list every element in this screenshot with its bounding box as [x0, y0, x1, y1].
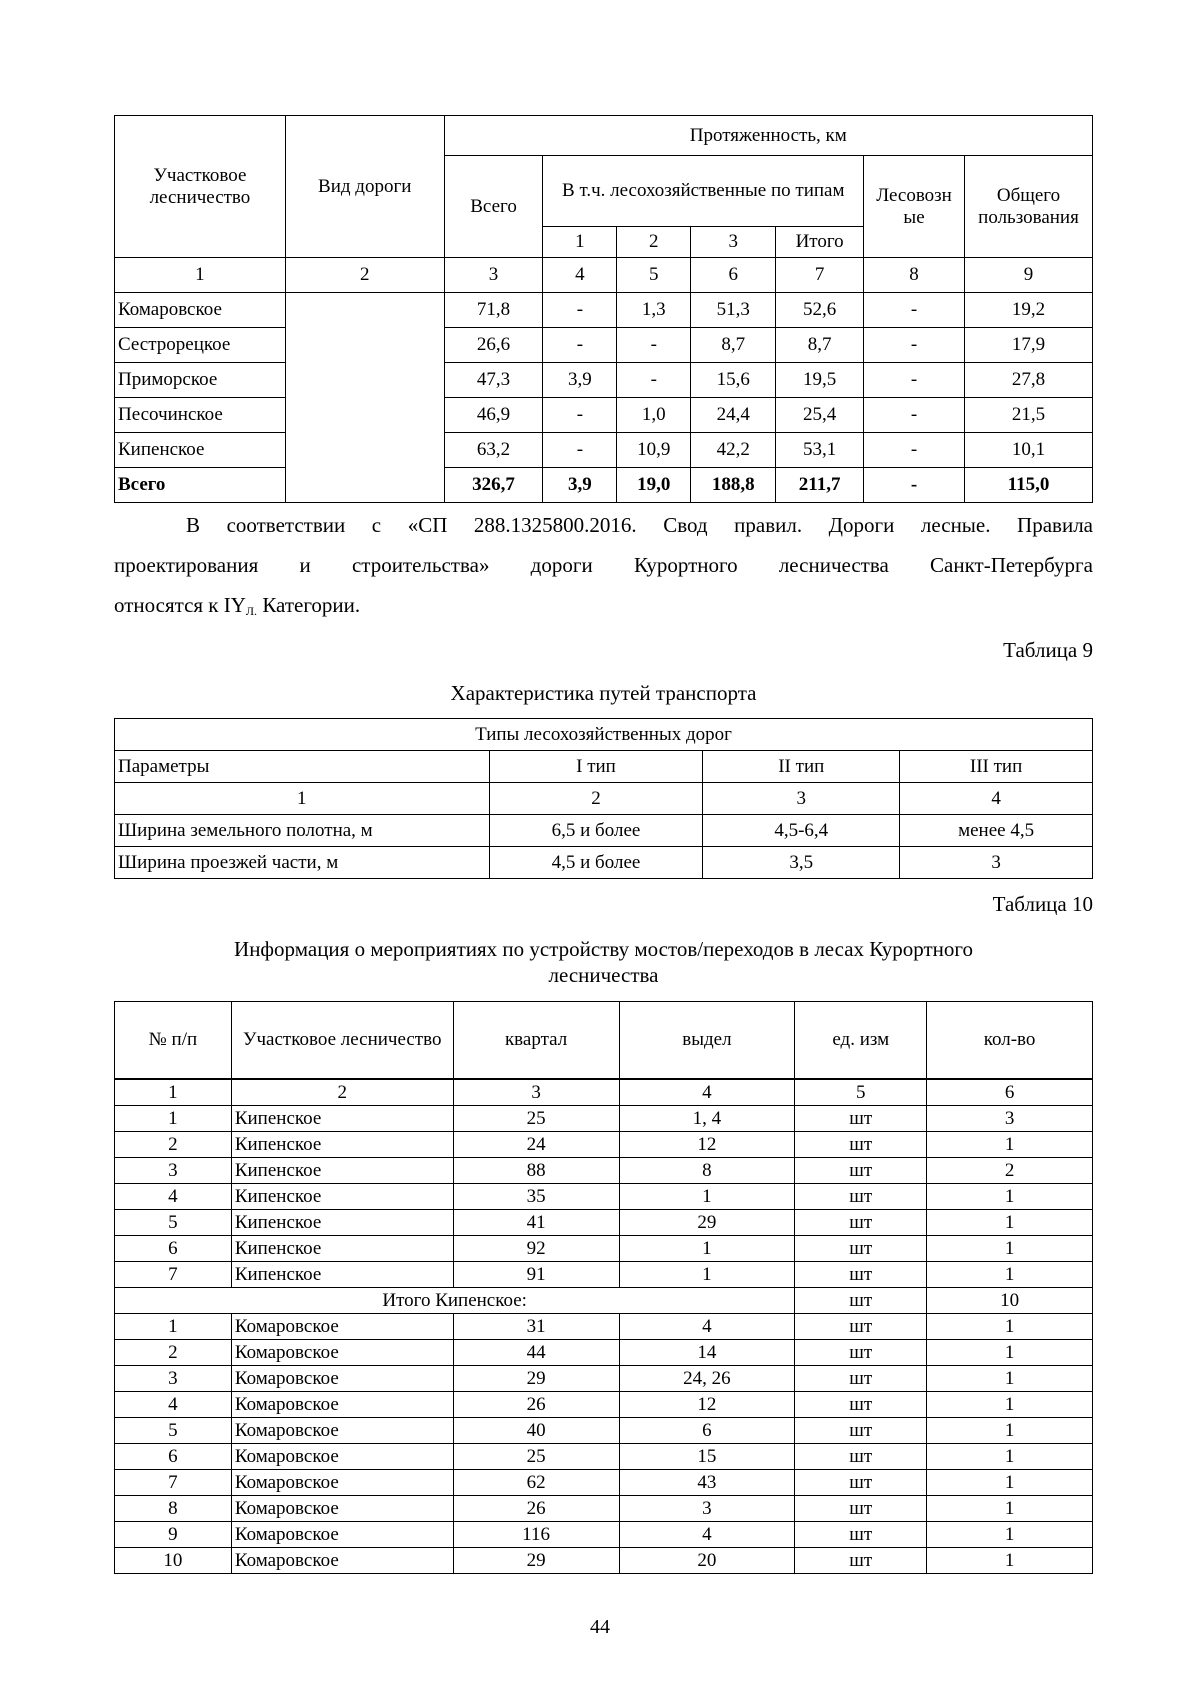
- value-total: 46,9: [444, 398, 543, 433]
- header-type1: I тип: [489, 751, 703, 783]
- colnum: 7: [776, 258, 864, 293]
- allotment: 1: [619, 1262, 795, 1288]
- count: 2: [927, 1158, 1093, 1184]
- row-num: 4: [115, 1392, 232, 1418]
- forestry-name: Комаровское: [231, 1522, 453, 1548]
- row-num: 8: [115, 1496, 232, 1522]
- quarter: 24: [453, 1132, 619, 1158]
- table-row: [115, 815, 1093, 847]
- header-count: кол-во: [927, 1002, 1093, 1080]
- allotment: 1: [619, 1184, 795, 1210]
- header-type2: II тип: [703, 751, 900, 783]
- allotment: 43: [619, 1470, 795, 1496]
- count: 1: [927, 1236, 1093, 1262]
- unit: шт: [795, 1548, 927, 1574]
- quarter: 25: [453, 1444, 619, 1470]
- value-t2: -: [617, 328, 691, 363]
- allotment: 1, 4: [619, 1106, 795, 1132]
- unit: шт: [795, 1314, 927, 1340]
- total-t3: 188,8: [691, 468, 776, 503]
- unit: шт: [795, 1392, 927, 1418]
- value-t3: 42,2: [691, 433, 776, 468]
- unit: шт: [795, 1132, 927, 1158]
- count: 3: [927, 1106, 1093, 1132]
- value-t1: 3,9: [543, 363, 617, 398]
- column-numbers-row: [115, 1079, 1093, 1106]
- unit: шт: [795, 1496, 927, 1522]
- colnum: 4: [619, 1079, 795, 1106]
- table-row: [115, 1184, 1093, 1210]
- table-row: [115, 1548, 1093, 1574]
- allotment: 24, 26: [619, 1366, 795, 1392]
- forestry-name: Комаровское: [231, 1314, 453, 1340]
- page-number: 44: [590, 1616, 610, 1638]
- header-quarter: квартал: [453, 1002, 619, 1080]
- unit: шт: [795, 1262, 927, 1288]
- header-subtotal: Итого: [776, 227, 864, 258]
- unit: шт: [795, 1366, 927, 1392]
- header-public: Общего пользования: [965, 156, 1093, 258]
- paragraph-line: В соответствии с «СП 288.1325800.2016. Свод правил. Дороги лесные. Правила: [186, 513, 1093, 537]
- forestry-name: Комаровское: [231, 1470, 453, 1496]
- table-row: [115, 1392, 1093, 1418]
- value-public: 27,8: [965, 363, 1093, 398]
- table-row: [115, 1106, 1093, 1132]
- row-num: 3: [115, 1366, 232, 1392]
- row-num: 7: [115, 1470, 232, 1496]
- value-sum: 25,4: [776, 398, 864, 433]
- table-row: [115, 1210, 1093, 1236]
- allotment: 15: [619, 1444, 795, 1470]
- colnum: 5: [617, 258, 691, 293]
- allotment: 3: [619, 1496, 795, 1522]
- quarter: 35: [453, 1184, 619, 1210]
- quarter: 88: [453, 1158, 619, 1184]
- colnum: 6: [691, 258, 776, 293]
- forestry-name: Комаровское: [115, 293, 286, 328]
- row-num: 7: [115, 1262, 232, 1288]
- header-parameters: Параметры: [115, 751, 490, 783]
- value-sum: 8,7: [776, 328, 864, 363]
- table-row: [115, 847, 1093, 879]
- colnum: 5: [795, 1079, 927, 1106]
- colnum: 3: [453, 1079, 619, 1106]
- allotment: 12: [619, 1392, 795, 1418]
- forestry-name: Песочинское: [115, 398, 286, 433]
- table-row: [115, 1444, 1093, 1470]
- table-row: [115, 1236, 1093, 1262]
- table-row: [115, 398, 1093, 433]
- colnum: 1: [115, 258, 286, 293]
- total-t2: 19,0: [617, 468, 691, 503]
- param-value: менее 4,5: [900, 815, 1093, 847]
- unit: шт: [795, 1106, 927, 1132]
- table9-number: Таблица 9: [1003, 638, 1093, 662]
- bridges-table: [114, 1001, 1093, 1574]
- count: 1: [927, 1548, 1093, 1574]
- param-name: Ширина земельного полотна, м: [115, 815, 490, 847]
- caption-line: лесничества: [548, 963, 659, 987]
- count: 1: [927, 1262, 1093, 1288]
- colnum: 2: [489, 783, 703, 815]
- table-row: [115, 1366, 1093, 1392]
- unit: шт: [795, 1236, 927, 1262]
- header-road-type: Вид дороги: [285, 116, 444, 258]
- total-public: 115,0: [965, 468, 1093, 503]
- value-total: 63,2: [444, 433, 543, 468]
- kipen-total-row: [115, 1288, 1093, 1314]
- forestry-name: Сестрорецкое: [115, 328, 286, 363]
- header-timber: Лесовозн ые: [864, 156, 965, 258]
- value-total: 71,8: [444, 293, 543, 328]
- paragraph-text: относятся к IY: [114, 593, 246, 617]
- value-t2: -: [617, 363, 691, 398]
- forestry-name: Кипенское: [231, 1106, 453, 1132]
- count: 1: [927, 1418, 1093, 1444]
- road-length-table: [114, 115, 1093, 503]
- allotment: 20: [619, 1548, 795, 1574]
- table-row: [115, 1418, 1093, 1444]
- paragraph-line: проектирования и строительства» дороги Курортного лесничества Санкт-Петербурга: [114, 553, 1093, 577]
- table-row: [115, 1340, 1093, 1366]
- unit: шт: [795, 1522, 927, 1548]
- allotment: 14: [619, 1340, 795, 1366]
- count: 1: [927, 1366, 1093, 1392]
- caption-line: Информация о мероприятиях по устройству мостов/переходов в лесах Курортного: [234, 937, 973, 961]
- param-value: 6,5 и более: [489, 815, 703, 847]
- total-total: 326,7: [444, 468, 543, 503]
- paragraph-text: Категории.: [257, 593, 361, 617]
- forestry-name: Кипенское: [231, 1236, 453, 1262]
- unit: шт: [795, 1210, 927, 1236]
- quarter: 41: [453, 1210, 619, 1236]
- quarter: 62: [453, 1470, 619, 1496]
- quarter: 40: [453, 1418, 619, 1444]
- unit: шт: [795, 1418, 927, 1444]
- body-paragraph: [114, 505, 1093, 628]
- forestry-name: Комаровское: [231, 1392, 453, 1418]
- row-num: 6: [115, 1444, 232, 1470]
- header-allotment: выдел: [619, 1002, 795, 1080]
- total-row: [115, 468, 1093, 503]
- forestry-name: Комаровское: [231, 1444, 453, 1470]
- unit: шт: [795, 1340, 927, 1366]
- value-t3: 15,6: [691, 363, 776, 398]
- total-label: Всего: [115, 468, 286, 503]
- colnum: 6: [927, 1079, 1093, 1106]
- count: 1: [927, 1444, 1093, 1470]
- quarter: 92: [453, 1236, 619, 1262]
- colnum: 4: [543, 258, 617, 293]
- param-value: 4,5-6,4: [703, 815, 900, 847]
- param-value: 3,5: [703, 847, 900, 879]
- road-type-cell: [285, 293, 444, 503]
- value-t3: 8,7: [691, 328, 776, 363]
- row-num: 9: [115, 1522, 232, 1548]
- value-t1: -: [543, 398, 617, 433]
- quarter: 44: [453, 1340, 619, 1366]
- table10-caption: [114, 936, 1093, 988]
- quarter: 25: [453, 1106, 619, 1132]
- quarter: 31: [453, 1314, 619, 1340]
- colnum: 3: [703, 783, 900, 815]
- colnum: 3: [444, 258, 543, 293]
- table-row: [115, 1522, 1093, 1548]
- allotment: 6: [619, 1418, 795, 1444]
- value-public: 10,1: [965, 433, 1093, 468]
- colnum: 2: [285, 258, 444, 293]
- value-t1: -: [543, 328, 617, 363]
- header-type3: III тип: [900, 751, 1093, 783]
- total-sum: 211,7: [776, 468, 864, 503]
- value-t1: -: [543, 433, 617, 468]
- param-value: 3: [900, 847, 1093, 879]
- colnum: 8: [864, 258, 965, 293]
- table-row: [115, 433, 1093, 468]
- quarter: 116: [453, 1522, 619, 1548]
- quarter: 91: [453, 1262, 619, 1288]
- transport-routes-table: [114, 718, 1093, 879]
- allotment: 4: [619, 1522, 795, 1548]
- allotment: 12: [619, 1132, 795, 1158]
- row-num: 5: [115, 1418, 232, 1444]
- allotment: 4: [619, 1314, 795, 1340]
- category-subscript: Л.: [245, 604, 258, 618]
- unit: шт: [795, 1470, 927, 1496]
- table9-caption: Характеристика путей транспорта: [450, 681, 757, 705]
- value-t1: -: [543, 293, 617, 328]
- colnum: 4: [900, 783, 1093, 815]
- quarter: 29: [453, 1548, 619, 1574]
- kipen-total-unit: шт: [795, 1288, 927, 1314]
- total-t1: 3,9: [543, 468, 617, 503]
- header-num: № п/п: [115, 1002, 232, 1080]
- table-row: [115, 1262, 1093, 1288]
- row-num: 10: [115, 1548, 232, 1574]
- quarter: 26: [453, 1496, 619, 1522]
- value-sum: 19,5: [776, 363, 864, 398]
- param-value: 4,5 и более: [489, 847, 703, 879]
- unit: шт: [795, 1444, 927, 1470]
- value-t2: 10,9: [617, 433, 691, 468]
- forestry-name: Кипенское: [231, 1132, 453, 1158]
- header-forest-by-types: В т.ч. лесохозяйственные по типам: [543, 156, 864, 227]
- row-num: 4: [115, 1184, 232, 1210]
- forestry-name: Кипенское: [231, 1158, 453, 1184]
- value-public: 19,2: [965, 293, 1093, 328]
- count: 1: [927, 1132, 1093, 1158]
- row-num: 1: [115, 1314, 232, 1340]
- paragraph-line: [114, 585, 1093, 628]
- table10-number: Таблица 10: [992, 892, 1093, 916]
- forestry-name: Кипенское: [231, 1262, 453, 1288]
- kipen-total-label: Итого Кипенское:: [115, 1288, 795, 1314]
- header-type2: 2: [617, 227, 691, 258]
- column-numbers-row: [115, 783, 1093, 815]
- header-forestry: Участковое лесничество: [231, 1002, 453, 1080]
- table-row: [115, 328, 1093, 363]
- allotment: 8: [619, 1158, 795, 1184]
- komar-rows: [115, 1314, 1093, 1574]
- forestry-name: Комаровское: [231, 1340, 453, 1366]
- colnum: 9: [965, 258, 1093, 293]
- value-public: 17,9: [965, 328, 1093, 363]
- kipen-total-value: 10: [927, 1288, 1093, 1314]
- colnum: 1: [115, 783, 490, 815]
- unit: шт: [795, 1158, 927, 1184]
- count: 1: [927, 1184, 1093, 1210]
- table-row: [115, 1132, 1093, 1158]
- count: 1: [927, 1340, 1093, 1366]
- header-total: Всего: [444, 156, 543, 258]
- header-type1: 1: [543, 227, 617, 258]
- row-num: 2: [115, 1340, 232, 1366]
- value-timber: -: [864, 433, 965, 468]
- table-row: [115, 293, 1093, 328]
- forestry-name: Кипенское: [231, 1210, 453, 1236]
- count: 1: [927, 1522, 1093, 1548]
- count: 1: [927, 1470, 1093, 1496]
- value-timber: -: [864, 363, 965, 398]
- value-t3: 24,4: [691, 398, 776, 433]
- colnum: 1: [115, 1079, 232, 1106]
- value-t2: 1,0: [617, 398, 691, 433]
- forestry-name: Комаровское: [231, 1496, 453, 1522]
- table-row: [115, 1496, 1093, 1522]
- allotment: 29: [619, 1210, 795, 1236]
- quarter: 29: [453, 1366, 619, 1392]
- value-timber: -: [864, 293, 965, 328]
- row-num: 2: [115, 1132, 232, 1158]
- total-timber: -: [864, 468, 965, 503]
- count: 1: [927, 1210, 1093, 1236]
- value-sum: 52,6: [776, 293, 864, 328]
- value-t2: 1,3: [617, 293, 691, 328]
- value-total: 26,6: [444, 328, 543, 363]
- column-numbers-row: [115, 258, 1093, 293]
- allotment: 1: [619, 1236, 795, 1262]
- table-row: [115, 1314, 1093, 1340]
- header-forestry: Участковое лесничество: [115, 116, 286, 258]
- quarter: 26: [453, 1392, 619, 1418]
- count: 1: [927, 1392, 1093, 1418]
- row-num: 1: [115, 1106, 232, 1132]
- value-timber: -: [864, 398, 965, 433]
- group-header: Типы лесохозяйственных дорог: [115, 719, 1093, 751]
- value-public: 21,5: [965, 398, 1093, 433]
- row-num: 5: [115, 1210, 232, 1236]
- value-sum: 53,1: [776, 433, 864, 468]
- value-total: 47,3: [444, 363, 543, 398]
- count: 1: [927, 1314, 1093, 1340]
- kipen-rows: [115, 1106, 1093, 1288]
- header-type3: 3: [691, 227, 776, 258]
- header-length: Протяженность, км: [444, 116, 1092, 156]
- count: 1: [927, 1496, 1093, 1522]
- forestry-name: Комаровское: [231, 1366, 453, 1392]
- header-unit: ед. изм: [795, 1002, 927, 1080]
- forestry-name: Комаровское: [231, 1548, 453, 1574]
- forestry-name: Кипенское: [231, 1184, 453, 1210]
- value-t3: 51,3: [691, 293, 776, 328]
- unit: шт: [795, 1184, 927, 1210]
- forestry-name: Приморское: [115, 363, 286, 398]
- value-timber: -: [864, 328, 965, 363]
- forestry-name: Комаровское: [231, 1418, 453, 1444]
- forestry-name: Кипенское: [115, 433, 286, 468]
- colnum: 2: [231, 1079, 453, 1106]
- table-row: [115, 1158, 1093, 1184]
- row-num: 3: [115, 1158, 232, 1184]
- param-name: Ширина проезжей части, м: [115, 847, 490, 879]
- table-row: [115, 363, 1093, 398]
- table-row: [115, 1470, 1093, 1496]
- row-num: 6: [115, 1236, 232, 1262]
